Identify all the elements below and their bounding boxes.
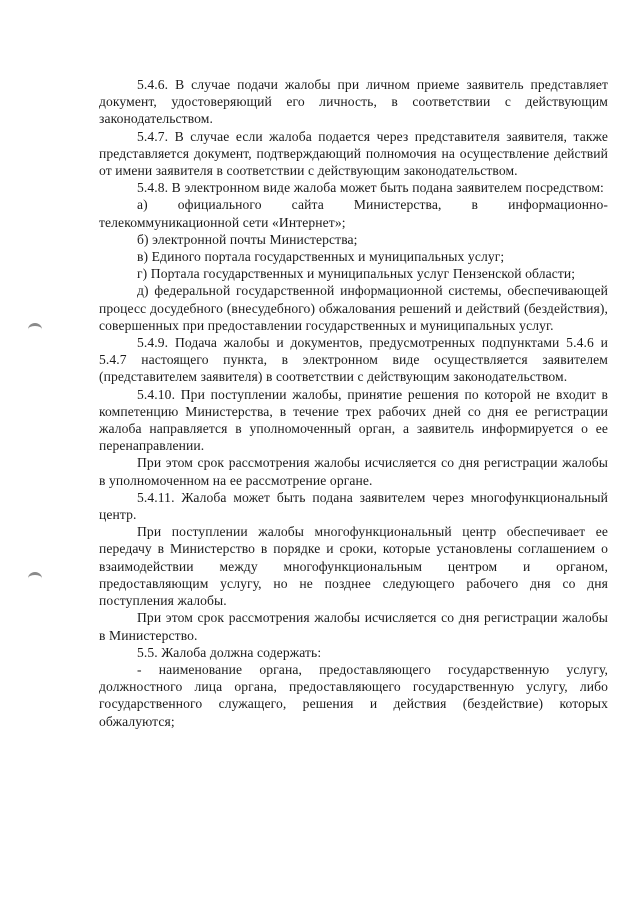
paragraph-5-4-6: 5.4.6. В случае подачи жалобы при личном приеме заявитель представляет документ, удостоверяющий его личность, в соответствии с действующим законодательством. xyxy=(99,77,608,127)
document-body xyxy=(99,76,608,730)
list-item-v: в) Единого портала государственных и муниципальных услуг; xyxy=(137,249,505,265)
paragraph-5-4-10: 5.4.10. При поступлении жалобы, принятие решения по которой не входит в компетенцию Министерства, в течение трех рабочих дней со дня ее регистрации жалоба направляется в уполномоченный орган, а заявитель информируется о ее перенаправлении. xyxy=(99,386,608,454)
binding-hole-mark xyxy=(28,323,42,336)
paragraph-5-4-8: 5.4.8. В электронном виде жалоба может быть подана заявителем посредством: xyxy=(137,180,604,196)
paragraph-5-5: 5.5. Жалоба должна содержать: xyxy=(137,644,322,660)
paragraph-term-note-2: При этом срок рассмотрения жалобы исчисляется со дня регистрации жалобы в Министерство. xyxy=(99,610,608,643)
paragraph-term-note-1: При этом срок рассмотрения жалобы исчисляется со дня регистрации жалобы в уполномоченном на ее рассмотрение органе. xyxy=(99,455,608,488)
paragraph-mfc-transfer: При поступлении жалобы многофункциональный центр обеспечивает ее передачу в Министерство в порядке и сроки, которые установлены соглашением о взаимодействии между многофункциональным центром и органом, предоставляющим услугу, но не позднее следующего рабочего дня со дня поступления жалобы. xyxy=(99,524,608,609)
list-item-a: а) официального сайта Министерства, в информационно-телекоммуникационной сети «Интернет»; xyxy=(99,197,608,230)
list-item-d: д) федеральной государственной информационной системы, обеспечивающей процесс досудебного (внесудебного) обжалования решений и действий (бездействия), совершенных при предоставлении государственных и муниципальных услуг. xyxy=(99,283,608,333)
paragraph-5-4-11: 5.4.11. Жалоба может быть подана заявителем через многофункциональный центр. xyxy=(99,489,608,523)
list-item-b: б) электронной почты Министерства; xyxy=(137,231,358,247)
list-item-g: г) Портала государственных и муниципальных услуг Пензенской области; xyxy=(137,266,576,282)
list-item-dash-1: - наименование органа, предоставляющего государственную услугу, должностного лица органа, предоставляющего государственную услугу, либо государственного служащего, решения и действия (бездействие) которых обжалуются; xyxy=(99,661,608,729)
binding-hole-mark xyxy=(28,572,42,585)
paragraph-5-4-9: 5.4.9. Подача жалобы и документов, предусмотренных подпунктами 5.4.6 и 5.4.7 настоящего пункта, в электронном виде осуществляется заявителем (представителем заявителя) в соответствии с действующим законодательством. xyxy=(99,335,608,385)
paragraph-5-4-7: 5.4.7. В случае если жалоба подается через представителя заявителя, также представляется документ, подтверждающий полномочия на осуществление действий от имени заявителя в соответствии с действующим законодательством. xyxy=(99,128,608,179)
